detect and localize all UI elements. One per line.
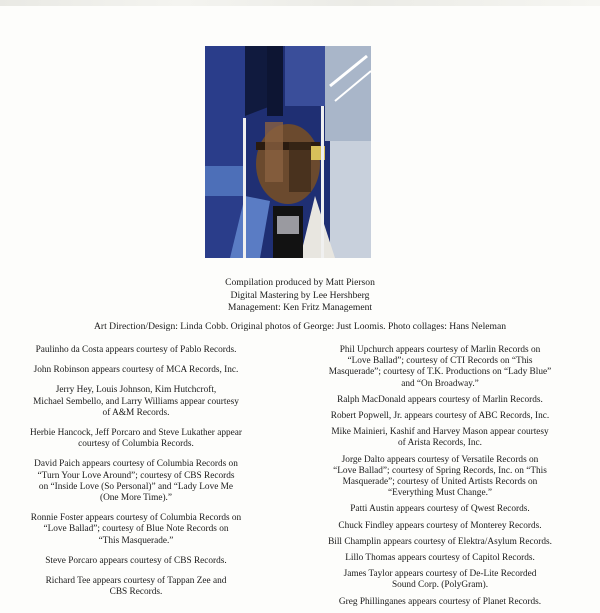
courtesy-line: CBS Records. bbox=[109, 587, 163, 598]
mastering-credit: Digital Mastering by Lee Hershberg bbox=[230, 289, 370, 301]
courtesy-entry bbox=[303, 411, 577, 422]
courtesy-line: of Arista Records, Inc. bbox=[398, 438, 482, 449]
courtesy-line: Patti Austin appears courtesy of Qwest Records. bbox=[350, 504, 530, 515]
courtesy-line: Herbie Hancock, Jeff Porcaro and Steve Lukather appear bbox=[29, 428, 242, 439]
courtesy-line: Richard Tee appears courtesy of Tappan Zee and bbox=[45, 576, 227, 587]
collage-portrait-icon bbox=[205, 46, 371, 258]
courtesy-line: (One More Time).” bbox=[99, 493, 173, 504]
courtesy-entry bbox=[303, 455, 577, 500]
right-courtesy-column bbox=[303, 345, 577, 613]
courtesy-entry bbox=[303, 395, 577, 406]
courtesy-line: John Robinson appears courtesy of MCA Records, Inc. bbox=[33, 365, 239, 376]
courtesy-line: James Taylor appears courtesy of De-Lite Recorded bbox=[343, 569, 537, 580]
courtesy-line: “Love Ballad”; courtesy of Blue Note Records on bbox=[43, 524, 229, 535]
courtesy-entry bbox=[303, 553, 577, 564]
courtesy-line: Bill Champlin appears courtesy of Elektra/Asylum Records. bbox=[328, 536, 552, 547]
courtesy-entry bbox=[2, 428, 270, 450]
courtesy-entry bbox=[303, 537, 577, 548]
courtesy-entry bbox=[303, 597, 577, 608]
courtesy-entry bbox=[303, 345, 577, 390]
production-credits bbox=[0, 277, 600, 315]
courtesy-entry bbox=[2, 459, 270, 504]
courtesy-line: Phil Upchurch appears courtesy of Marlin Records on bbox=[339, 345, 541, 355]
courtesy-line: Michael Sembello, and Larry Williams appear courtesy bbox=[33, 396, 239, 407]
courtesy-line: Robert Popwell, Jr. appears courtesy of ABC Records, Inc. bbox=[330, 411, 550, 422]
courtesy-line: Sound Corp. (PolyGram). bbox=[391, 580, 489, 591]
courtesy-line: “Love Ballad”; courtesy of CTI Records on “This bbox=[347, 356, 533, 367]
courtesy-line: and “On Broadway.” bbox=[401, 378, 479, 389]
courtesy-line: of A&M Records. bbox=[102, 407, 170, 418]
courtesy-line: courtesy of Columbia Records. bbox=[78, 439, 194, 450]
courtesy-line: on “Inside Love (So Personal)” and “Lady Love Me bbox=[38, 481, 234, 492]
courtesy-line: Masquerade”; courtesy of T.K. Productions on “Lady Blue” bbox=[328, 367, 552, 378]
courtesy-line: David Paich appears courtesy of Columbia Records on bbox=[34, 459, 238, 470]
courtesy-line: “Turn Your Love Around”; courtesy of CBS Records bbox=[37, 470, 235, 481]
courtesy-line: Mike Mainieri, Kashif and Harvey Mason appear courtesy bbox=[331, 427, 549, 438]
courtesy-line: Paulinho da Costa appears courtesy of Pablo Records. bbox=[35, 345, 237, 355]
top-edge-strip bbox=[0, 0, 600, 6]
courtesy-line: Steve Porcaro appears courtesy of CBS Records. bbox=[45, 555, 227, 566]
art-direction-credit: Art Direction/Design: Linda Cobb. Original photos of George: Just Loomis. Photo collages: Hans Neleman bbox=[93, 321, 507, 332]
courtesy-line: “Everything Must Change.” bbox=[387, 488, 493, 499]
courtesy-line: “This Masquerade.” bbox=[98, 535, 174, 546]
courtesy-entry bbox=[2, 385, 270, 419]
courtesy-line: Chuck Findley appears courtesy of Monterey Records. bbox=[338, 520, 542, 531]
collage-portrait-image bbox=[205, 46, 371, 258]
courtesy-line: Lillo Thomas appears courtesy of Capitol Records. bbox=[345, 553, 535, 564]
courtesy-entry bbox=[303, 427, 577, 449]
courtesy-entry bbox=[2, 576, 270, 598]
courtesy-line: Ralph MacDonald appears courtesy of Marlin Records. bbox=[337, 394, 543, 405]
courtesy-entry bbox=[2, 513, 270, 547]
courtesy-line: Jerry Hey, Louis Johnson, Kim Hutchcroft, bbox=[55, 385, 217, 396]
courtesy-line: Greg Phillinganes appears courtesy of Planet Records. bbox=[338, 596, 542, 607]
courtesy-entry bbox=[2, 345, 270, 356]
courtesy-entry bbox=[2, 556, 270, 567]
courtesy-line: “Love Ballad”; courtesy of Spring Records, Inc. on “This bbox=[333, 465, 547, 476]
left-courtesy-column bbox=[2, 345, 270, 607]
courtesy-entry bbox=[303, 569, 577, 591]
management-credit: Management: Ken Fritz Management bbox=[227, 302, 373, 313]
courtesy-entry bbox=[2, 365, 270, 376]
compilation-credit: Compilation produced by Matt Pierson bbox=[225, 277, 375, 288]
courtesy-line: Masquerade”; courtesy of United Artists Records on bbox=[342, 477, 538, 488]
courtesy-line: Jorge Dalto appears courtesy of Versatile Records on bbox=[341, 454, 539, 465]
courtesy-entry bbox=[303, 504, 577, 515]
courtesy-entry bbox=[303, 521, 577, 532]
courtesy-line: Ronnie Foster appears courtesy of Columbia Records on bbox=[30, 513, 242, 524]
